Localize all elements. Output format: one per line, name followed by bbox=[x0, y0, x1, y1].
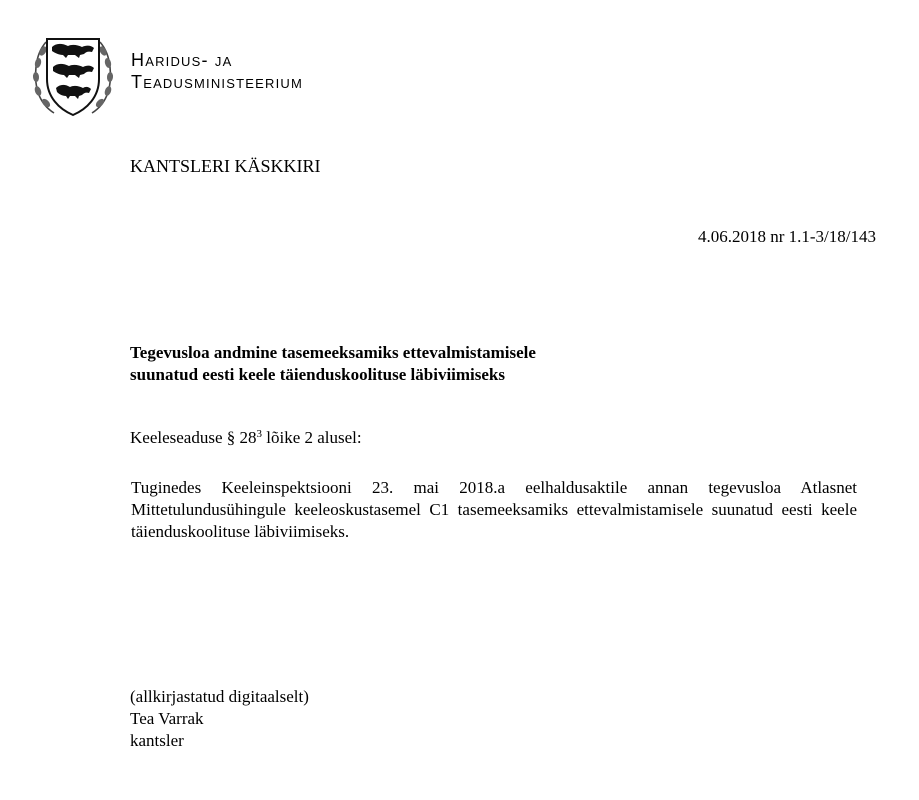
document-date-number: 4.06.2018 nr 1.1-3/18/143 bbox=[697, 227, 876, 246]
document-title-line1: Tegevusloa andmine tasemeeksamiks ettevalmistamisele bbox=[130, 343, 536, 362]
document-type: KANTSLERI KÄSKKIRI bbox=[130, 156, 321, 176]
legal-basis-suffix: lõike 2 alusel: bbox=[262, 428, 362, 447]
ministry-name-line1: Haridus- ja bbox=[131, 50, 233, 70]
document-title-line2: suunatud eesti keele täienduskoolituse läbiviimiseks bbox=[130, 365, 506, 384]
signer-name: Tea Varrak bbox=[130, 709, 204, 728]
signature-note: (allkirjastatud digitaalselt) bbox=[130, 687, 309, 706]
signer-position: kantsler bbox=[130, 731, 184, 750]
legal-basis bbox=[130, 427, 362, 449]
document-body: Tuginedes Keeleinspektsiooni 23. mai 2018.a eelhaldusaktile annan tegevusloa Atlasnet Mittetulundusühingule keeleoskustasemel C1 tasemeeksamiks ettevalmistamisele suunatud eesti keele täienduskoolituse läbiviimiseks. bbox=[131, 478, 857, 541]
legal-basis-prefix: Keeleseaduse § 28 bbox=[130, 428, 257, 447]
legal-basis-superscript: 3 bbox=[256, 428, 263, 440]
estonian-coat-of-arms-icon bbox=[32, 33, 114, 119]
document-title bbox=[130, 342, 536, 386]
signature-block bbox=[130, 686, 309, 752]
ministry-name bbox=[131, 49, 303, 93]
ministry-name-line2: Teadusministeerium bbox=[131, 72, 303, 92]
